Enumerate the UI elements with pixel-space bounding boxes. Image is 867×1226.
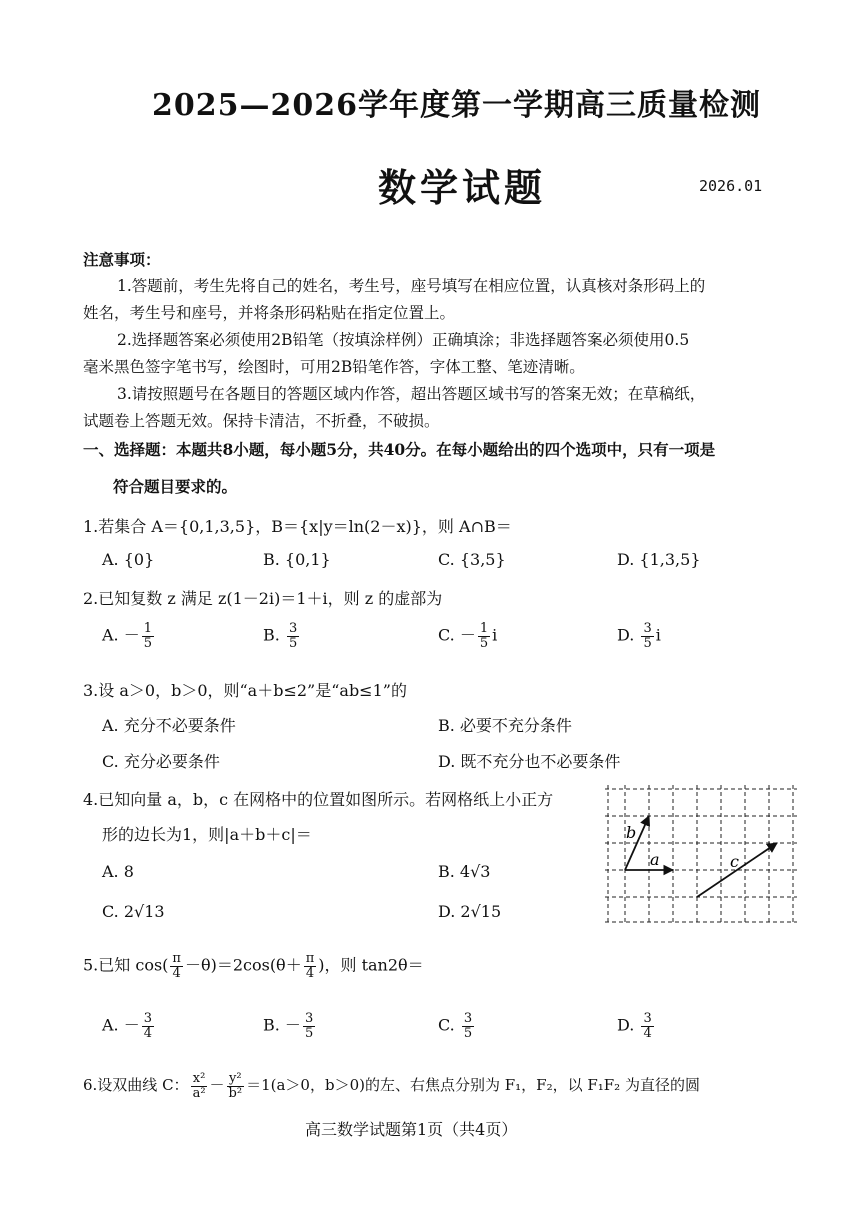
option-suffix: i [492, 625, 498, 645]
question-4-stem-line-2: 形的边长为1，则|a＋b＋c|＝ [102, 825, 312, 844]
question-2-option-a[interactable] [102, 622, 156, 650]
option-prefix: B. [263, 625, 285, 645]
question-5-option-d[interactable] [617, 1012, 656, 1040]
subject-title: 数学试题 [378, 165, 547, 210]
question-4-stem-line-1: 4.已知向量 a，b，c 在网格中的位置如图所示。若网格纸上小正方 [83, 790, 554, 809]
question-3-option-c[interactable]: C. 充分必要条件 [102, 752, 220, 771]
question-3-option-a[interactable]: A. 充分不必要条件 [102, 716, 236, 735]
vector-a-label: a [650, 850, 660, 869]
fraction-denominator: 4 [643, 1025, 652, 1041]
fraction-numerator: y² [229, 1071, 242, 1086]
fraction-numerator: 3 [288, 621, 298, 636]
question-2-stem: 2.已知复数 z 满足 z(1－2i)＝1＋i，则 z 的虚部为 [83, 589, 443, 608]
fraction-numerator: π [305, 951, 315, 966]
fraction-numerator: 3 [463, 1011, 473, 1026]
fraction-denominator: 4 [143, 1025, 153, 1041]
fraction-denominator: 5 [643, 635, 652, 651]
question-5-option-c[interactable] [438, 1012, 476, 1040]
stem-text: － [209, 1076, 225, 1095]
grid-lines [605, 785, 797, 923]
question-5-option-b[interactable] [263, 1012, 317, 1040]
question-4-option-b[interactable]: B. 4√3 [438, 862, 491, 881]
fraction [304, 952, 317, 980]
section-1-heading-line-1: 一、选择题：本题共8小题，每小题5分，共40分。在每小题给出的四个选项中，只有一项是 [83, 440, 716, 459]
vector-b-label: b [626, 823, 637, 842]
fraction [227, 1072, 245, 1100]
fraction-numerator: 3 [643, 621, 652, 636]
stem-text: 6.设双曲线 C： [83, 1076, 189, 1095]
question-4-option-a[interactable]: A. 8 [102, 862, 134, 881]
stem-text: )，则 tan2θ＝ [318, 955, 424, 975]
fraction [142, 622, 154, 650]
option-prefix: A. － [102, 1015, 140, 1035]
notice-heading: 注意事项： [83, 250, 161, 269]
option-prefix: B. － [263, 1015, 301, 1035]
option-prefix: A. － [102, 625, 140, 645]
question-6-stem [83, 1072, 700, 1100]
fraction [462, 1012, 474, 1040]
notice-item-3-line-1: 3.请按照题号在各题目的答题区域内作答，超出答题区域书写的答案无效；在草稿纸， [117, 385, 706, 403]
option-prefix: D. [617, 1015, 640, 1035]
stem-text: －θ)＝2cos(θ＋ [184, 955, 302, 975]
fraction [287, 622, 299, 650]
fraction-denominator: 4 [305, 965, 315, 981]
question-5-stem [83, 952, 424, 980]
question-1-option-c[interactable]: C. {3,5} [438, 550, 506, 569]
question-2-option-b[interactable] [263, 622, 301, 650]
fraction [142, 1012, 154, 1040]
option-prefix: C. － [438, 625, 476, 645]
vector-c-label: c [730, 852, 739, 871]
fraction-denominator: a² [192, 1085, 206, 1101]
question-1-option-a[interactable]: A. {0} [102, 550, 155, 569]
fraction-numerator: 3 [643, 1011, 652, 1026]
notice-item-3-line-2: 试题卷上答题无效。保持卡清洁，不折叠，不破损。 [83, 412, 440, 430]
fraction-denominator: 5 [463, 1025, 473, 1041]
question-2-option-d[interactable] [617, 622, 661, 650]
fraction-denominator: 5 [479, 635, 489, 651]
fraction-numerator: 1 [143, 621, 153, 636]
fraction-denominator: 4 [172, 965, 181, 981]
fraction [191, 1072, 208, 1100]
fraction-denominator: 5 [304, 1025, 314, 1041]
notice-item-2-line-2: 毫米黑色签字笔书写，绘图时，可用2B铅笔作答，字体工整、笔迹清晰。 [83, 358, 585, 376]
exam-title: 2025—2026学年度第一学期高三质量检测 [152, 88, 761, 123]
fraction [641, 622, 653, 650]
fraction [303, 1012, 315, 1040]
question-1-option-d[interactable]: D. {1,3,5} [617, 550, 701, 569]
section-1-heading-line-2: 符合题目要求的。 [113, 477, 238, 496]
notice-item-2-line-1: 2.选择题答案必须使用2B铅笔（按填涂样例）正确填涂；非选择题答案必须使用0.5 [117, 331, 690, 349]
question-4-option-c[interactable]: C. 2√13 [102, 902, 165, 921]
fraction-numerator: x² [192, 1071, 206, 1086]
question-1-stem: 1.若集合 A＝{0,1,3,5}，B＝{x|y＝ln(2－x)}，则 A∩B＝ [83, 517, 512, 536]
notice-item-1-line-2: 姓名，考生号和座号，并将条形码粘贴在指定位置上。 [83, 304, 456, 322]
question-3-option-b[interactable]: B. 必要不充分条件 [438, 716, 572, 735]
option-suffix: i [655, 625, 661, 645]
vector-grid-figure [603, 783, 799, 925]
exam-date: 2026.01 [699, 177, 763, 195]
question-3-stem: 3.设 a＞0，b＞0，则“a＋b≤2”是“ab≤1”的 [83, 681, 407, 700]
fraction [478, 622, 490, 650]
stem-text: ＝1(a＞0，b＞0)的左、右焦点分别为 F₁，F₂，以 F₁F₂ 为直径的圆 [246, 1076, 700, 1095]
fraction-denominator: 5 [288, 635, 298, 651]
option-prefix: C. [438, 1015, 460, 1035]
fraction-numerator: 3 [143, 1011, 153, 1026]
fraction-numerator: π [172, 951, 181, 966]
fraction [641, 1012, 653, 1040]
notice-item-1-line-1: 1.答题前，考生先将自己的姓名，考生号，座号填写在相应位置，认真核对条形码上的 [117, 277, 706, 295]
fraction-denominator: b² [228, 1085, 243, 1101]
question-4-option-d[interactable]: D. 2√15 [438, 902, 502, 921]
question-1-option-b[interactable]: B. {0,1} [263, 550, 331, 569]
option-prefix: D. [617, 625, 640, 645]
question-3-option-d[interactable]: D. 既不充分也不必要条件 [438, 752, 621, 771]
fraction-numerator: 1 [479, 621, 489, 636]
fraction-numerator: 3 [304, 1011, 314, 1026]
fraction-denominator: 5 [143, 635, 153, 651]
question-5-option-a[interactable] [102, 1012, 156, 1040]
fraction [170, 952, 183, 980]
question-2-option-c[interactable] [438, 622, 497, 650]
page-footer: 高三数学试题第1页（共4页） [305, 1120, 518, 1139]
stem-text: 5.已知 cos( [83, 955, 169, 975]
